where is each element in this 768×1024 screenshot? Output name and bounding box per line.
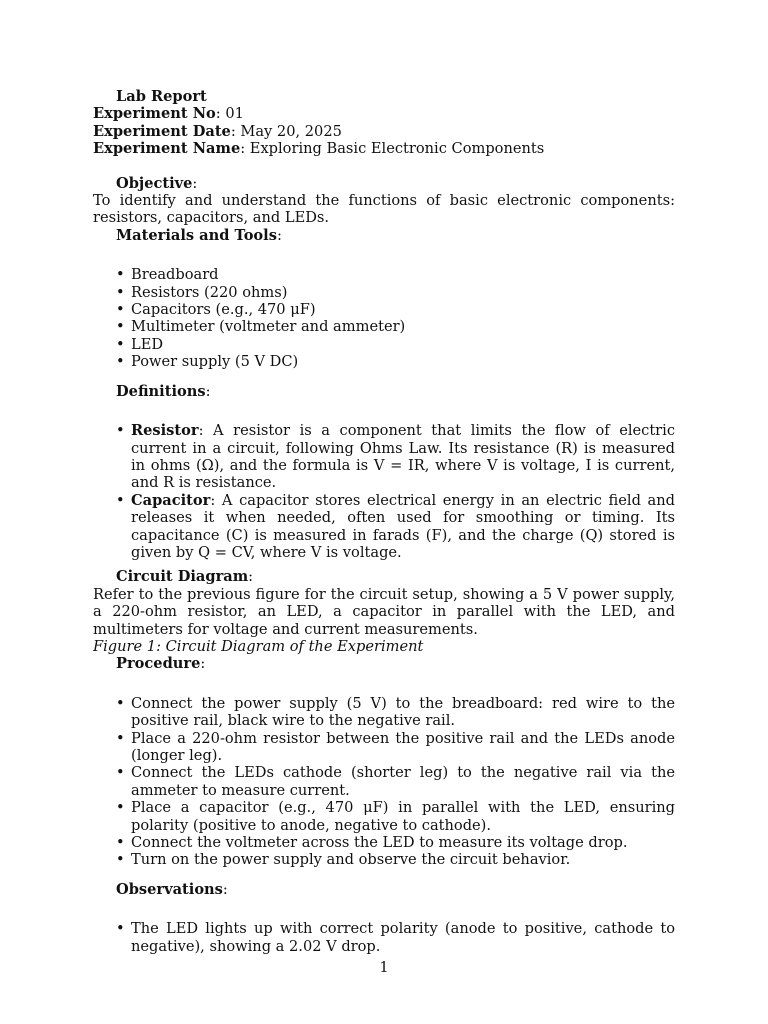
objective-text: To identify and understand the functions of basic electronic components: resistors, capacitors, and LEDs.	[93, 192, 675, 227]
circuit-heading: Circuit Diagram:	[116, 568, 254, 586]
list-item: • Turn on the power supply and observe the circuit behavior.	[131, 851, 675, 868]
list-item: • Connect the LEDs cathode (shorter leg) to the negative rail via the ammeter to measure current.	[131, 764, 675, 799]
experiment-name-label: Experiment Name	[93, 140, 241, 158]
definition-resistor	[131, 422, 675, 492]
objective-heading: Objective:	[116, 174, 198, 192]
list-item: • Capacitors (e.g., 470 μF)	[131, 301, 675, 318]
circuit-text: Refer to the previous figure for the circuit setup, showing a 5 V power supply, a 220-ohm resistor, an LED, a capacitor in parallel with the LED, and multimeters for voltage and current measurements.	[93, 585, 675, 638]
experiment-date-label: Experiment Date	[93, 122, 231, 140]
definitions-heading: Definitions:	[116, 382, 211, 400]
materials-list	[93, 266, 675, 370]
experiment-number	[93, 105, 675, 122]
list-item: • Place a capacitor (e.g., 470 μF) in parallel with the LED, ensuring polarity (positive to anode, negative to cathode).	[131, 799, 675, 834]
capacitor-text: : A capacitor stores electrical energy in an electric field and releases it when needed, often used for smoothing or timing. Its capacitance (C) is measured in farads (F), and the charge (Q) stored is given by Q = CV, where V is voltage.	[131, 491, 675, 561]
list-item: • Connect the power supply (5 V) to the breadboard: red wire to the positive rail, black wire to the negative rail.	[131, 695, 675, 730]
list-item: • Connect the voltmeter across the LED to measure its voltage drop.	[131, 834, 675, 851]
experiment-name-value: : Exploring Basic Electronic Components	[240, 140, 545, 158]
list-item: • Place a 220-ohm resistor between the positive rail and the LEDs anode (longer leg).	[131, 730, 675, 765]
experiment-number-label: Experiment No	[93, 105, 216, 123]
list-item: • The LED lights up with correct polarity (anode to positive, cathode to negative), showing a 2.02 V drop.	[131, 920, 675, 955]
procedure-heading: Procedure:	[116, 655, 206, 673]
experiment-date-value: : May 20, 2025	[230, 122, 342, 140]
definitions-list	[93, 422, 675, 561]
observations-list	[93, 920, 675, 955]
materials-heading: Materials and Tools:	[116, 226, 282, 244]
resistor-text: : A resistor is a component that limits the flow of electric current in a circuit, following Ohms Law. Its resistance (R) is measured in ohms (Ω), and the formula is V = IR, where V is voltage, I is current, and R is resistance.	[131, 422, 675, 492]
experiment-name	[93, 140, 675, 157]
list-item: • Power supply (5 V DC)	[131, 353, 675, 370]
definition-capacitor	[131, 492, 675, 562]
report-title: Lab Report	[116, 88, 207, 105]
list-item: • Multimeter (voltmeter and ammeter)	[131, 318, 675, 335]
procedure-list	[93, 695, 675, 869]
list-item: • Breadboard	[131, 266, 675, 283]
page-number: 1	[379, 959, 389, 976]
figure-caption: Figure 1: Circuit Diagram of the Experiment	[93, 637, 424, 655]
capacitor-term: Capacitor	[131, 491, 211, 509]
experiment-number-value: : 01	[215, 105, 244, 123]
experiment-date	[93, 123, 675, 140]
document-page	[93, 88, 675, 955]
observations-heading: Observations:	[116, 880, 228, 898]
list-item: • LED	[131, 336, 675, 353]
list-item: • Resistors (220 ohms)	[131, 284, 675, 301]
resistor-term: Resistor	[131, 422, 199, 440]
